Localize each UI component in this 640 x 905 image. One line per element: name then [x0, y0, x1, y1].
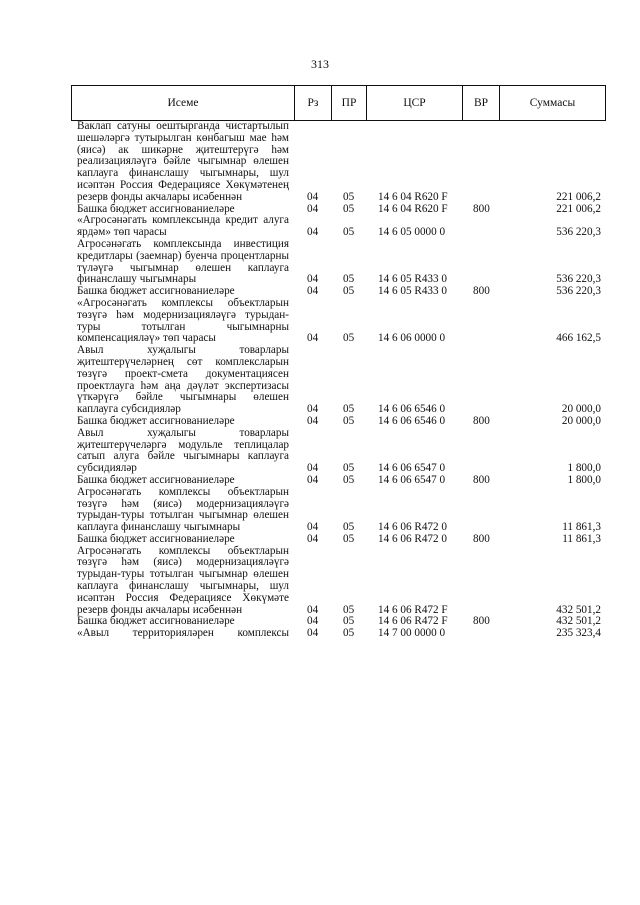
header-sum: Суммасы [500, 86, 606, 121]
row-csr: 14 6 04 R620 F [378, 202, 448, 215]
row-csr: 14 6 06 R472 0 [378, 532, 447, 545]
row-pr: 05 [343, 414, 355, 427]
row-vr: 800 [473, 532, 490, 545]
table-row [0, 534, 640, 546]
row-csr: 14 6 04 R620 F [378, 190, 448, 203]
row-rz: 04 [307, 462, 319, 475]
table-row [0, 215, 640, 239]
row-rz: 04 [307, 615, 319, 628]
row-sum: 11 861,3 [562, 532, 601, 545]
row-name: Агросәнәгать комплексында инвестиция кредитлары (заемнар) буенча процентларны түләүгә чыгымнар өлешен каплауга финанслашу чыгымнары [77, 237, 289, 286]
row-sum: 20 000,0 [561, 414, 601, 427]
table-row [0, 416, 640, 428]
row-name: Башка бюджет ассигнованиеләре [77, 473, 235, 486]
row-sum: 221 006,2 [556, 202, 601, 215]
row-csr: 14 6 05 R433 0 [378, 285, 447, 298]
row-sum: 536 220,3 [556, 285, 601, 298]
row-pr: 05 [343, 190, 355, 203]
header-vr: ВР [463, 86, 500, 121]
row-sum: 536 220,3 [556, 226, 601, 239]
header-pr: ПР [332, 86, 367, 121]
row-pr: 05 [343, 532, 355, 545]
row-sum: 1 800,0 [567, 473, 601, 486]
row-sum: 466 162,5 [556, 332, 601, 345]
row-name: Башка бюджет ассигнованиеләре [77, 285, 235, 298]
row-sum: 11 861,3 [562, 521, 601, 534]
row-rz: 04 [307, 521, 319, 534]
table-row [0, 298, 640, 345]
row-name: Агросәнәгать комплексы объектларын төзүгә һәм (яисә) модернизацияләүгә турыдан-туры тотылган чыгымнар өлешен каплауга финанслашу чыгымнары, шул исәптән Россия Федерациясе Хөкүмәте резерв фонды акчалары исәбеннән [77, 544, 289, 616]
row-csr: 14 6 06 6547 0 [378, 462, 446, 475]
row-pr: 05 [343, 473, 355, 486]
row-name: Авыл хуҗалыгы товарлары җитештерүчеләрнең сөт комплексларын төзүгә проект-смета документациясен проектлауга һәм аңа дәүләт экспертизасы үткәрүгә бәйле чыгымнары өлешен каплауга субсидияләр [77, 344, 289, 416]
row-rz: 04 [307, 414, 319, 427]
row-csr: 14 6 06 0000 0 [378, 332, 446, 345]
table-row [0, 428, 640, 475]
row-csr: 14 6 05 0000 0 [378, 226, 446, 239]
row-rz: 04 [307, 603, 319, 616]
row-rz: 04 [307, 403, 319, 416]
row-pr: 05 [343, 285, 355, 298]
row-vr: 800 [473, 202, 490, 215]
row-pr: 05 [343, 226, 355, 239]
row-rz: 04 [307, 273, 319, 286]
row-sum: 1 800,0 [567, 462, 601, 475]
table-row [0, 546, 640, 617]
row-csr: 14 6 06 6546 0 [378, 403, 446, 416]
row-vr: 800 [473, 285, 490, 298]
row-pr: 05 [343, 273, 355, 286]
row-name: Башка бюджет ассигнованиеләре [77, 202, 235, 215]
row-name: Башка бюджет ассигнованиеләре [77, 532, 235, 545]
row-rz: 04 [307, 226, 319, 239]
row-name: «Агросәнәгать комплексында кредит алуга ярдәм» төп чарасы [77, 214, 289, 239]
row-sum: 536 220,3 [556, 273, 601, 286]
row-vr: 800 [473, 473, 490, 486]
row-csr: 14 6 06 R472 F [378, 603, 448, 616]
row-name: Башка бюджет ассигнованиеләре [77, 414, 235, 427]
row-vr: 800 [473, 414, 490, 427]
row-name: «Авыл территорияләрен комплексы [77, 627, 289, 640]
row-csr: 14 6 06 R472 0 [378, 521, 447, 534]
row-rz: 04 [307, 532, 319, 545]
table-row [0, 487, 640, 534]
row-name: Авыл хуҗалыгы товарлары җитештерүчеләргә модульле теплицалар сатып алуга бәйле чыгымнары каплауга субсидияләр [77, 426, 289, 475]
row-name: Агросәнәгать комплексы объектларын төзүгә һәм (яисә) модернизацияләүгә турыдан-туры тотылган чыгымнар өлешен каплауга финанслашу чыгымнары [77, 485, 289, 534]
row-csr: 14 6 05 R433 0 [378, 273, 447, 286]
table-body [0, 121, 640, 640]
table-row [0, 475, 640, 487]
row-pr: 05 [343, 202, 355, 215]
row-vr: 800 [473, 615, 490, 628]
row-rz: 04 [307, 190, 319, 203]
row-sum: 432 501,2 [556, 603, 601, 616]
row-pr: 05 [343, 627, 355, 640]
row-pr: 05 [343, 615, 355, 628]
row-pr: 05 [343, 521, 355, 534]
row-rz: 04 [307, 332, 319, 345]
row-sum: 221 006,2 [556, 190, 601, 203]
page-number: 313 [311, 57, 329, 71]
row-name: «Агросәнәгать комплексы объектларын төзүгә һәм модернизацияләүгә турыдан-туры тотылган чыгымнарны компенсацияләү» төп чарасы [77, 296, 289, 345]
row-csr: 14 6 06 6547 0 [378, 473, 446, 486]
row-csr: 14 6 06 6546 0 [378, 414, 446, 427]
table-row [0, 345, 640, 416]
row-sum: 432 501,2 [556, 615, 601, 628]
table-header [71, 85, 606, 121]
row-pr: 05 [343, 332, 355, 345]
row-csr: 14 6 06 R472 F [378, 615, 448, 628]
table-row [0, 628, 640, 640]
row-csr: 14 7 00 0000 0 [378, 627, 446, 640]
row-pr: 05 [343, 403, 355, 416]
header-csr: ЦСР [367, 86, 463, 121]
row-name: Ваклап сатуны оештырганда чистартылып шешәләргә тутырылган көнбагыш мае һәм (яисә) ак шикәрне җитештерүгә һәм реализацияләүгә бәйле чыгымнар өлешен каплауга финанслашу чыгымнары, шул исәптән Россия Федерациясе Хөкүмәтенең резерв фонды акчалары исәбеннән [77, 120, 289, 203]
row-name: Башка бюджет ассигнованиеләре [77, 615, 235, 628]
row-pr: 05 [343, 462, 355, 475]
table-row [0, 121, 640, 204]
header-name: Исеме [72, 86, 295, 121]
row-rz: 04 [307, 285, 319, 298]
row-rz: 04 [307, 202, 319, 215]
row-rz: 04 [307, 627, 319, 640]
row-sum: 235 323,4 [556, 627, 601, 640]
row-rz: 04 [307, 473, 319, 486]
table-row [0, 239, 640, 286]
row-pr: 05 [343, 603, 355, 616]
header-rz: Рз [295, 86, 332, 121]
row-sum: 20 000,0 [561, 403, 601, 416]
